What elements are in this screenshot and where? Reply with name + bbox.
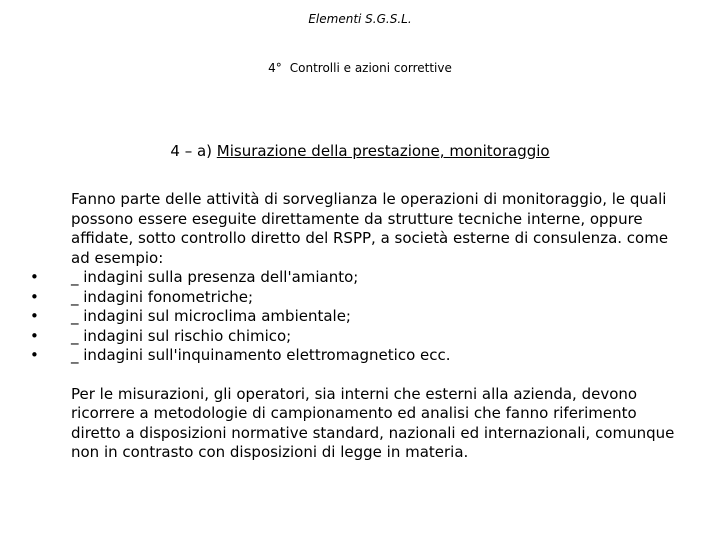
list-item: • _ indagini sul rischio chimico;: [71, 327, 691, 347]
list-item: • _ indagini fonometriche;: [71, 288, 691, 308]
section-heading: [0, 61, 720, 75]
section-title: Controlli e azioni correttive: [289, 61, 452, 75]
closing-paragraph: Per le misurazioni, gli operatori, sia interni che esterni alla azienda, devono ricorrere a metodologie di campionamento ed analisi che fanno riferimento diretto a disposizioni normative standard, nazionali ed internazionali, comunque non in contrasto con disposizioni di legge in materia.: [71, 384, 675, 461]
subtitle-text: Misurazione della prestazione, monitoraggio: [216, 142, 550, 160]
list-item: • _ indagini sulla presenza dell'amianto;: [71, 268, 691, 288]
list-item: • _ indagini sull'inquinamento elettromagnetico ecc.: [71, 346, 691, 366]
list-item: • _ indagini sul microclima ambientale;: [71, 307, 691, 327]
header-title: Elementi S.G.S.L.: [308, 12, 412, 26]
subtitle: [0, 142, 720, 160]
subtitle-prefix: 4 – a): [170, 142, 213, 160]
intro-paragraph: Fanno parte delle attività di sorveglianza le operazioni di monitoraggio, le quali possono essere eseguite direttamente da strutture tecniche interne, oppure affidate, sotto controllo diretto del RSPP, a società esterne di consulenza. come ad esempio:: [71, 190, 669, 267]
section-number: 4°: [268, 61, 282, 75]
content-body: [71, 190, 691, 463]
bullet-list: [71, 268, 691, 366]
